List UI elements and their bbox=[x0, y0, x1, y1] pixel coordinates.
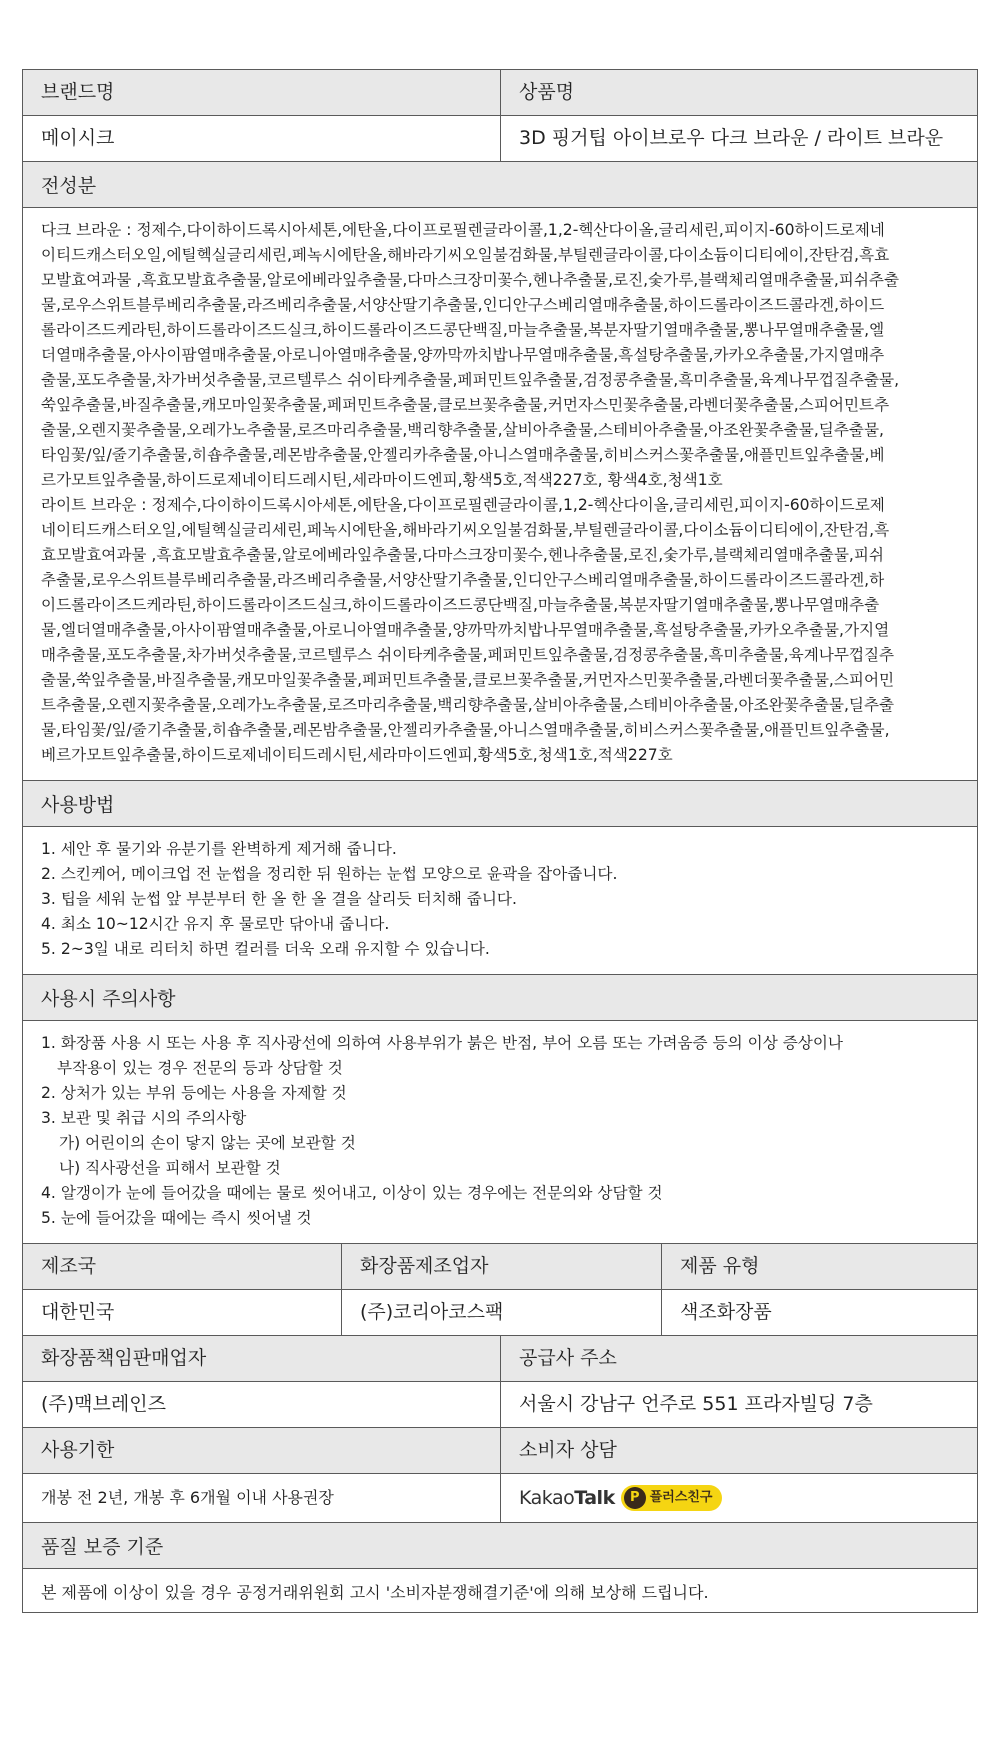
ingredients-line: 트추출물,오렌지꽃추출물,오레가노추출물,로즈마리추출물,백리향추출물,살비아추출물,스테비아추출물,아조완꽃추출물,딜추출 bbox=[41, 696, 895, 714]
ingredients-line: 타임꽃/잎/줄기추출물,히숍추출물,레몬밤추출물,안젤리카추출물,아니스열매추출물,히비스커스꽃추출물,애플민트잎추출물,베 bbox=[41, 446, 885, 464]
product-value: 3D 핑거팁 아이브로우 다크 브라운 / 라이트 브라운 bbox=[500, 116, 977, 161]
kakaotalk-logo bbox=[519, 1487, 615, 1510]
seller-value: (주)맥브레인즈 bbox=[23, 1382, 500, 1427]
ingredients-line: 물,타임꽃/잎/줄기추출물,히숍추출물,레몬밤추출물,안젤리카추출물,아니스열매추출물,히비스커스꽃추출물,애플민트잎추출물, bbox=[41, 721, 890, 739]
ingredients-line: 라이트 브라운 : 정제수,다이하이드록시아세톤,에탄올,다이프로필렌글라이콜,1,2-헥산다이올,글리세린,피이지-60하이드로제 bbox=[41, 496, 885, 514]
seller-header-row bbox=[23, 1335, 977, 1381]
expiry-value-row bbox=[23, 1473, 977, 1522]
usage-step: 3. 팁을 세워 눈썹 앞 부분부터 한 올 한 올 결을 살리듯 터치해 줍니다. bbox=[41, 890, 517, 908]
consult-value bbox=[500, 1474, 977, 1522]
expiry-value: 개봉 전 2년, 개봉 후 6개월 이내 사용권장 bbox=[23, 1474, 500, 1522]
brand-product-header-row bbox=[23, 70, 977, 115]
ingredients-line: 효모발효여과물 ,흑효모발효추출물,알로에베라잎추출물,다마스크장미꽃수,헨나추출물,로진,숯가루,블랙체리열매추출물,피쉬 bbox=[41, 546, 884, 564]
brand-label: 브랜드명 bbox=[23, 70, 500, 115]
maker-value-row bbox=[23, 1289, 977, 1335]
caution-item: 4. 알갱이가 눈에 들어갔을 때에는 물로 씻어내고, 이상이 있는 경우에는 전문의와 상담할 것 bbox=[41, 1184, 663, 1202]
usage-step: 1. 세안 후 물기와 유분기를 완벽하게 제거해 줍니다. bbox=[41, 840, 397, 858]
ingredients-line: 추출물,로우스위트블루베리추출물,라즈베리추출물,서양산딸기추출물,인디안구스베리열매추출물,하이드롤라이즈드콜라겐,하 bbox=[41, 571, 885, 589]
address-label: 공급사 주소 bbox=[500, 1336, 977, 1381]
ingredients-line: 네이티드캐스터오일,에틸헥실글리세린,페녹시에탄올,해바라기씨오일불검화물,부틸렌글라이콜,다이소듐이디티에이,잔탄검,흑 bbox=[41, 521, 890, 539]
kakaotalk-plus-friend-link[interactable] bbox=[519, 1485, 722, 1511]
ingredients-line: 모발효여과물 ,흑효모발효추출물,알로에베라잎추출물,다마스크장미꽃수,헨나추출물,로진,숯가루,블랙체리열매추출물,피쉬추출 bbox=[41, 271, 900, 289]
kakao-prefix: Kakao bbox=[519, 1486, 575, 1509]
plus-friend-badge bbox=[621, 1485, 722, 1511]
plus-friend-icon: P bbox=[624, 1487, 646, 1509]
ingredients-line: 롤라이즈드케라틴,하이드롤라이즈드실크,하이드롤라이즈드콩단백질,마늘추출물,복분자딸기열매추출물,뽕나무열매추출물,엘 bbox=[41, 321, 885, 339]
ingredients-line: 매추출물,포도추출물,차가버섯추출물,코르텔루스 쉬이타케추출물,페퍼민트잎추출물,검정콩추출물,흑미추출물,육계나무껍질추 bbox=[41, 646, 895, 664]
brand-product-value-row bbox=[23, 115, 977, 161]
ingredients-line: 쑥잎추출물,바질추출물,캐모마일꽃추출물,페퍼민트추출물,클로브꽃추출물,커먼자스민꽃추출물,라벤더꽃추출물,스피어민트추 bbox=[41, 396, 890, 414]
caution-subitem: 가) 어린이의 손이 닿지 않는 곳에 보관할 것 bbox=[59, 1134, 356, 1152]
ingredients-line: 물,로우스위트블루베리추출물,라즈베리추출물,서양산딸기추출물,인디안구스베리열매추출물,하이드롤라이즈드콜라겐,하이드 bbox=[41, 296, 885, 314]
usage-step: 5. 2~3일 내로 리터치 하면 컬러를 더욱 오래 유지할 수 있습니다. bbox=[41, 940, 490, 958]
quality-title: 품질 보증 기준 bbox=[23, 1522, 977, 1568]
ingredients-line: 베르가모트잎추출물,하이드로제네이티드레시틴,세라마이드엔피,황색5호,청색1호,적색227호 bbox=[41, 746, 673, 764]
seller-label: 화장품책임판매업자 bbox=[23, 1336, 500, 1381]
caution-subitem: 나) 직사광선을 피해서 보관할 것 bbox=[59, 1159, 281, 1177]
brand-value: 메이시크 bbox=[23, 116, 500, 161]
ingredients-line: 더열매추출물,아사이팜열매추출물,아로니아열매추출물,양까막까치밥나무열매추출물,흑설탕추출물,카카오추출물,가지열매추 bbox=[41, 346, 885, 364]
caution-item: 1. 화장품 사용 시 또는 사용 후 직사광선에 의하여 사용부위가 붉은 반점, 부어 오름 또는 가려움증 등의 이상 증상이나 bbox=[41, 1034, 843, 1052]
maker-header-row bbox=[23, 1243, 977, 1289]
ingredients-line: 출물,포도추출물,차가버섯추출물,코르텔루스 쉬이타케추출물,페퍼민트잎추출물,검정콩추출물,흑미추출물,육계나무껍질추출물, bbox=[41, 371, 900, 389]
caution-item: 2. 상처가 있는 부위 등에는 사용을 자제할 것 bbox=[41, 1084, 347, 1102]
ingredients-body bbox=[23, 207, 977, 780]
manufacturer-label: 화장품제조업자 bbox=[341, 1244, 661, 1289]
seller-value-row bbox=[23, 1381, 977, 1427]
expiry-header-row bbox=[23, 1427, 977, 1473]
plus-friend-label: 플러스친구 bbox=[649, 1490, 713, 1506]
ingredients-title: 전성분 bbox=[23, 161, 977, 207]
ingredients-line: 이드롤라이즈드케라틴,하이드롤라이즈드실크,하이드롤라이즈드콩단백질,마늘추출물,복분자딸기열매추출물,뽕나무열매추출 bbox=[41, 596, 880, 614]
country-value: 대한민국 bbox=[23, 1290, 341, 1335]
usage-title: 사용방법 bbox=[23, 780, 977, 826]
product-info-table bbox=[22, 69, 978, 1613]
consult-label: 소비자 상담 bbox=[500, 1428, 977, 1473]
ingredients-line: 출물,오렌지꽃추출물,오레가노추출물,로즈마리추출물,백리향추출물,살비아추출물,스테비아추출물,아조완꽃추출물,딜추출물, bbox=[41, 421, 884, 439]
caution-item: 3. 보관 및 취급 시의 주의사항 bbox=[41, 1109, 247, 1127]
usage-step: 4. 최소 10~12시간 유지 후 물로만 닦아내 줍니다. bbox=[41, 915, 390, 933]
caution-item-continued: 부작용이 있는 경우 전문의 등과 상담할 것 bbox=[57, 1059, 343, 1077]
caution-item: 5. 눈에 들어갔을 때에는 즉시 씻어낼 것 bbox=[41, 1209, 312, 1227]
expiry-label: 사용기한 bbox=[23, 1428, 500, 1473]
caution-title: 사용시 주의사항 bbox=[23, 974, 977, 1020]
product-label: 상품명 bbox=[500, 70, 977, 115]
manufacturer-value: (주)코리아코스팩 bbox=[341, 1290, 661, 1335]
ingredients-line: 물,엘더열매추출물,아사이팜열매추출물,아로니아열매추출물,양까막까치밥나무열매추출물,흑설탕추출물,카카오추출물,가지열 bbox=[41, 621, 890, 639]
ingredients-line: 이티드캐스터오일,에틸헥실글리세린,페녹시에탄올,해바라기씨오일불검화물,부틸렌글라이콜,다이소듐이디티에이,잔탄검,흑효 bbox=[41, 246, 890, 264]
product-type-label: 제품 유형 bbox=[661, 1244, 977, 1289]
kakao-talk-bold: Talk bbox=[574, 1486, 615, 1509]
quality-body bbox=[23, 1568, 977, 1612]
ingredients-line: 출물,쑥잎추출물,바질추출물,캐모마일꽃추출물,페퍼민트추출물,클로브꽃추출물,커먼자스민꽃추출물,라벤더꽃추출물,스피어민 bbox=[41, 671, 895, 689]
product-type-value: 색조화장품 bbox=[661, 1290, 977, 1335]
ingredients-line: 르가모트잎추출물,하이드로제네이티드레시틴,세라마이드엔피,황색5호,적색227호, 황색4호,청색1호 bbox=[41, 471, 723, 489]
usage-body bbox=[23, 826, 977, 974]
address-value: 서울시 강남구 언주로 551 프라자빌딩 7층 bbox=[500, 1382, 977, 1427]
caution-body bbox=[23, 1020, 977, 1243]
country-label: 제조국 bbox=[23, 1244, 341, 1289]
quality-text: 본 제품에 이상이 있을 경우 공정거래위원회 고시 '소비자분쟁해결기준'에 의해 보상해 드립니다. bbox=[41, 1583, 709, 1602]
ingredients-line: 다크 브라운 : 정제수,다이하이드록시아세톤,에탄올,다이프로필렌글라이콜,1,2-헥산다이올,글리세린,피이지-60하이드로제네 bbox=[41, 221, 885, 239]
usage-step: 2. 스킨케어, 메이크업 전 눈썹을 정리한 뒤 원하는 눈썹 모양으로 윤곽을 잡아줍니다. bbox=[41, 865, 618, 883]
